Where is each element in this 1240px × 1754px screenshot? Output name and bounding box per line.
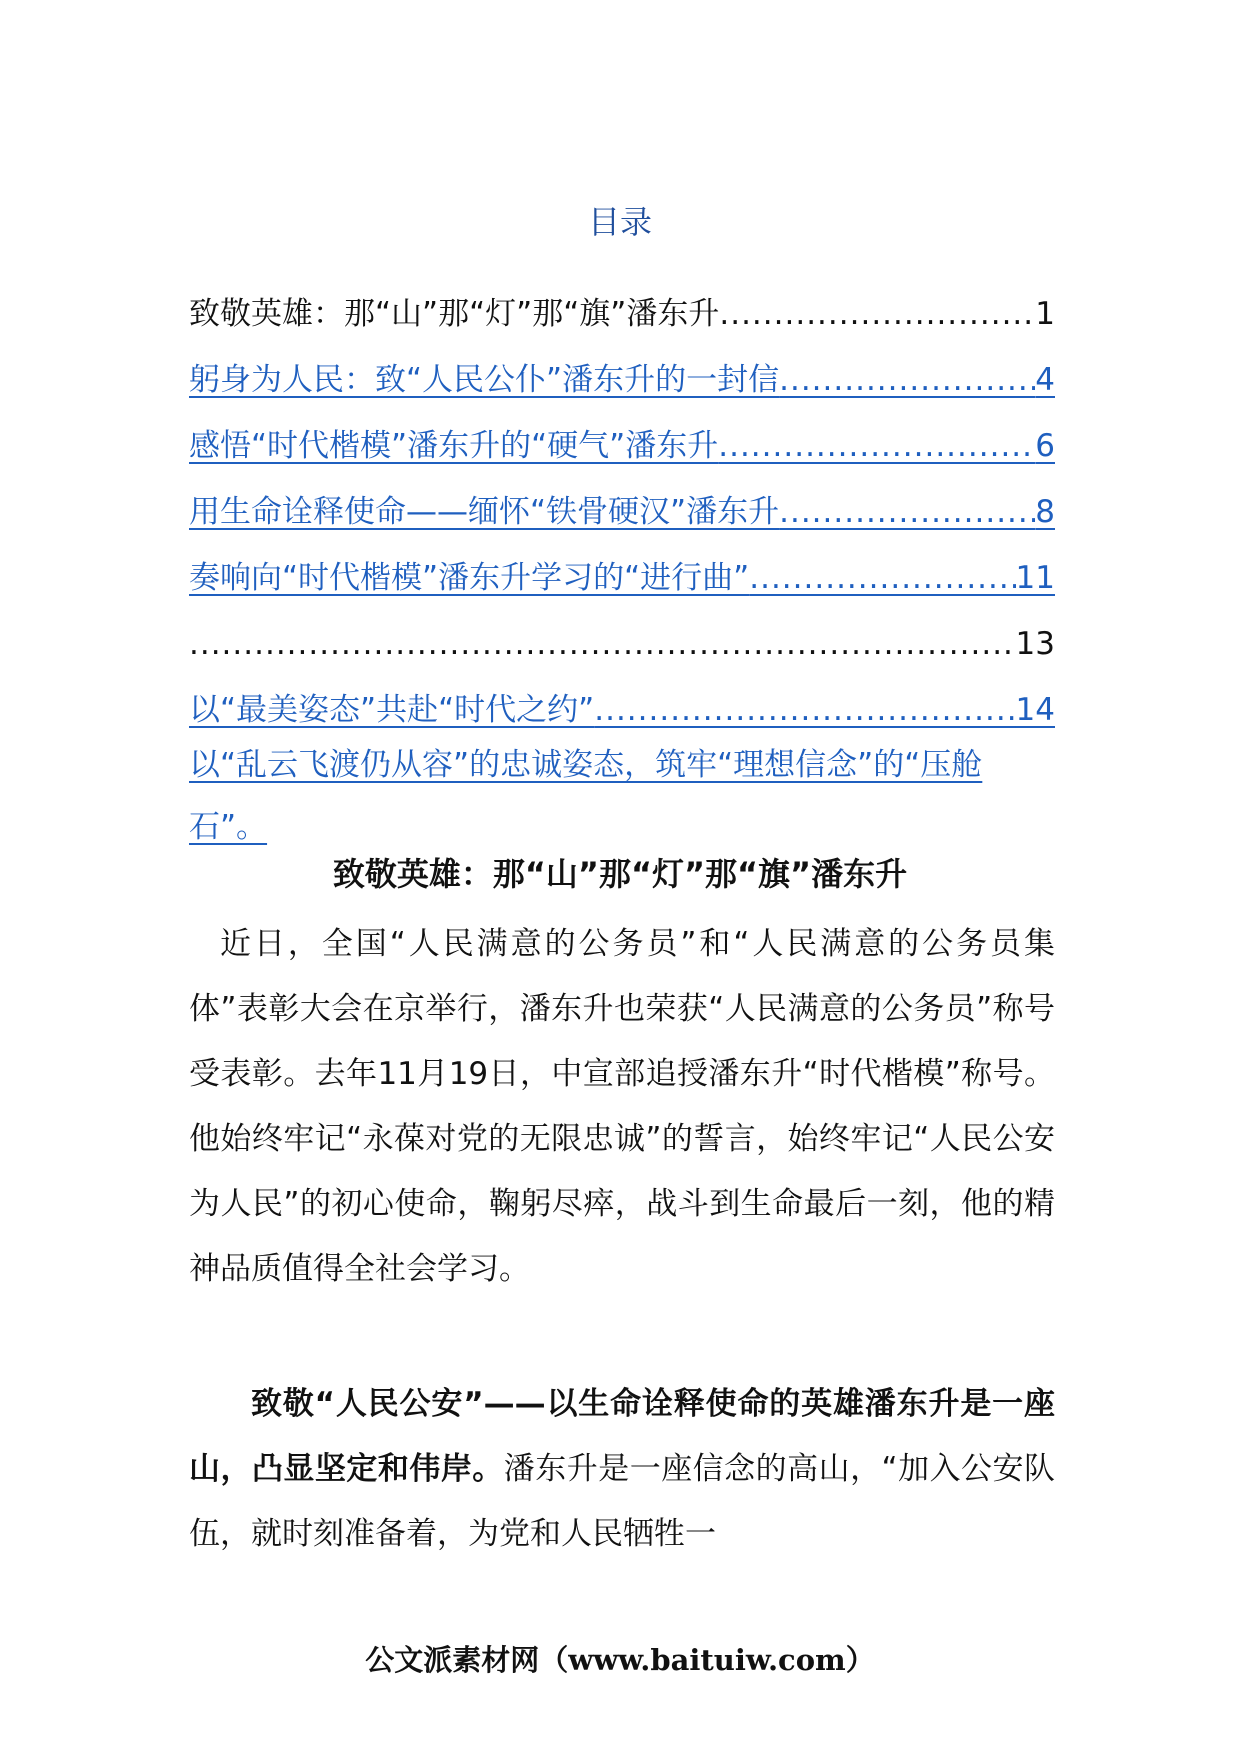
- toc-entry-4[interactable]: [189, 466, 1055, 532]
- article-heading: 致敬英雄：那“山”那“灯”那“旗”潘东升: [332, 855, 908, 893]
- toc-entry-page: 6: [1035, 428, 1055, 464]
- toc-entry-text: 致敬英雄：那“山”那“灯”那“旗”潘东升: [189, 296, 720, 332]
- toc-entry-text: 奏响向“时代楷模”潘东升学习的“进行曲”: [189, 560, 750, 596]
- toc-entry-page: 13: [1015, 626, 1055, 662]
- toc-leader-dots: [189, 624, 1016, 664]
- toc-entry-5[interactable]: [189, 532, 1055, 598]
- toc-leader-dots: [779, 360, 1035, 400]
- toc-entry-page: 11: [1015, 560, 1055, 596]
- toc-entry-3[interactable]: [189, 400, 1055, 466]
- toc-entry-page: 1: [1035, 296, 1055, 332]
- toc-leader-dots: [779, 492, 1035, 532]
- toc-entry-text: 用生命诠释使命——缅怀“铁骨硬汉”潘东升: [189, 494, 780, 530]
- toc-entry-text: 躬身为人民：致“人民公仆”潘东升的一封信: [189, 362, 780, 398]
- toc-entry-6[interactable]: [189, 598, 1055, 664]
- table-of-contents: [189, 268, 1055, 858]
- article-paragraph-2: [189, 1372, 1055, 1567]
- toc-entry-8[interactable]: [189, 734, 1055, 858]
- toc-entry-page: 8: [1035, 494, 1055, 530]
- toc-leader-dots: [749, 558, 1015, 598]
- toc-leader-dots: [719, 294, 1035, 334]
- toc-entry-text: 以“最美姿态”共赴“时代之约”: [189, 692, 595, 728]
- article-paragraph-1: 近日，全国“人民满意的公务员”和“人民满意的公务员集体”表彰大会在京举行，潘东升也荣获“人民满意的公务员”称号受表彰。去年11月19日，中宣部追授潘东升“时代楷模”称号。他始终牢记“永葆对党的无限忠诚”的誓言，始终牢记“人民公安为人民”的初心使命，鞠躬尽瘁，战斗到生命最后一刻，他的精神品质值得全社会学习。: [189, 926, 1055, 1287]
- paragraph-body: 潘东升是一座信念的高山，“加入公安队伍，就时刻准备着，为党和人民牺牲一: [189, 1451, 1056, 1552]
- toc-entry-2[interactable]: [189, 334, 1055, 400]
- toc-entry-7[interactable]: [189, 664, 1055, 730]
- toc-entry-page: 14: [1015, 692, 1055, 728]
- toc-entry-1[interactable]: [189, 268, 1055, 334]
- toc-entry-page: 4: [1035, 362, 1055, 398]
- toc-entry-text: 感悟“时代楷模”潘东升的“硬气”潘东升: [189, 428, 719, 464]
- paragraph-bold-lead: 致敬“人民公安”——以生命诠释使命的英雄潘东升是一座山，凸显坚定和伟岸。: [189, 1386, 1055, 1487]
- toc-leader-dots: [718, 426, 1035, 466]
- page-footer: 公文派素材网（www.baituiw.com）: [365, 1643, 875, 1677]
- toc-title: 目录: [587, 203, 652, 241]
- toc-leader-dots: [594, 690, 1015, 730]
- toc-entry-text: 以“乱云飞渡仍从容”的忠诚姿态，筑牢“理想信念”的“压舱石”。: [189, 747, 983, 845]
